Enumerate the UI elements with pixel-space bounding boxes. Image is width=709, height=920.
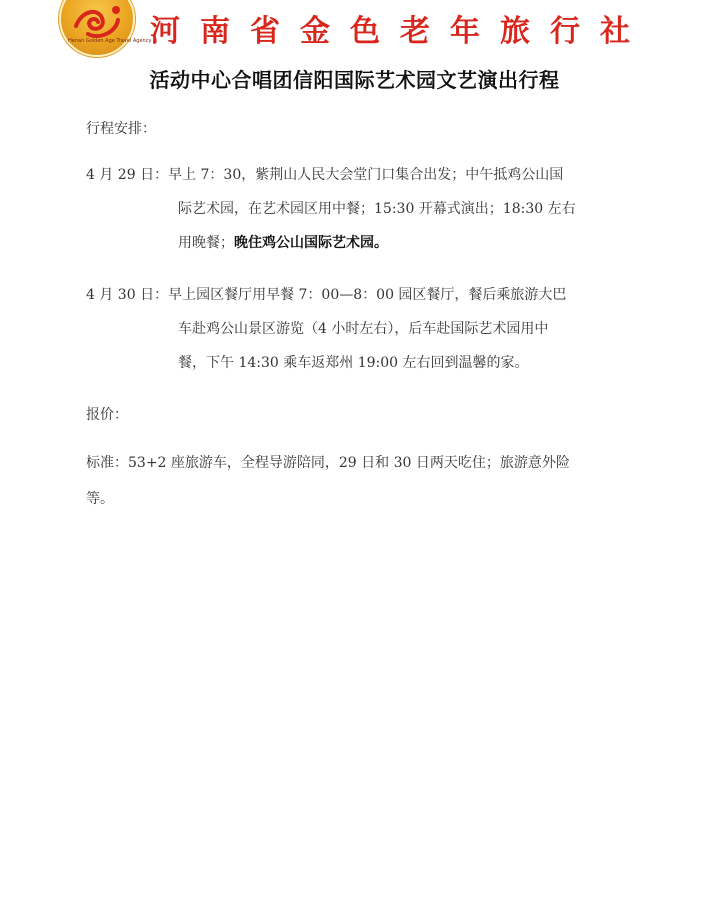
day-2-text-3: 餐，下午 14:30 乘车返郑州 19:00 左右回到温馨的家。 xyxy=(178,355,529,371)
price-label: 报价： xyxy=(86,407,128,423)
day-1-text-2: 际艺术园，在艺术园区用中餐；15:30 开幕式演出；18:30 左右 xyxy=(178,201,576,217)
day-1-text-3: 用晚餐； xyxy=(178,235,234,251)
day-2-text-1: 早上园区餐厅用早餐 7：00—8：00 园区餐厅，餐后乘旅游大巴 xyxy=(168,287,567,303)
day-1-date: 4 月 29 日： xyxy=(86,167,169,183)
day-1-itinerary xyxy=(86,164,646,266)
day-1-lodging: 晚住鸡公山国际艺术园。 xyxy=(234,235,388,251)
standard-line-1: 标准：53+2 座旅游车，全程导游陪同，29 日和 30 日两天吃住；旅游意外险 xyxy=(86,455,570,471)
day-2-line-2 xyxy=(86,318,646,352)
day-1-line-2 xyxy=(86,198,646,232)
day-2-line-3 xyxy=(86,352,646,386)
day-1-text-1: 早上 7：30，紫荆山人民大会堂门口集合出发；中午抵鸡公山国 xyxy=(168,167,564,183)
day-2-date: 4 月 30 日： xyxy=(86,287,169,303)
agency-logo-icon xyxy=(58,0,152,58)
day-1-line-1 xyxy=(86,164,646,198)
svg-text:Henan Golden Age Travel Agency: Henan Golden Age Travel Agency xyxy=(68,38,152,44)
day-2-line-1 xyxy=(86,284,646,318)
itinerary-label: 行程安排： xyxy=(86,121,156,137)
day-2-text-2: 车赴鸡公山景区游览（4 小时左右），后车赴国际艺术园用中 xyxy=(178,321,549,337)
document-title: 活动中心合唱团信阳国际艺术园文艺演出行程 xyxy=(149,68,560,92)
standard-paragraph xyxy=(86,452,646,524)
standard-line-2: 等。 xyxy=(86,491,114,507)
day-2-itinerary xyxy=(86,284,646,386)
day-1-line-3 xyxy=(86,232,646,266)
agency-name: 河南省金色老年旅行社 xyxy=(150,14,650,49)
